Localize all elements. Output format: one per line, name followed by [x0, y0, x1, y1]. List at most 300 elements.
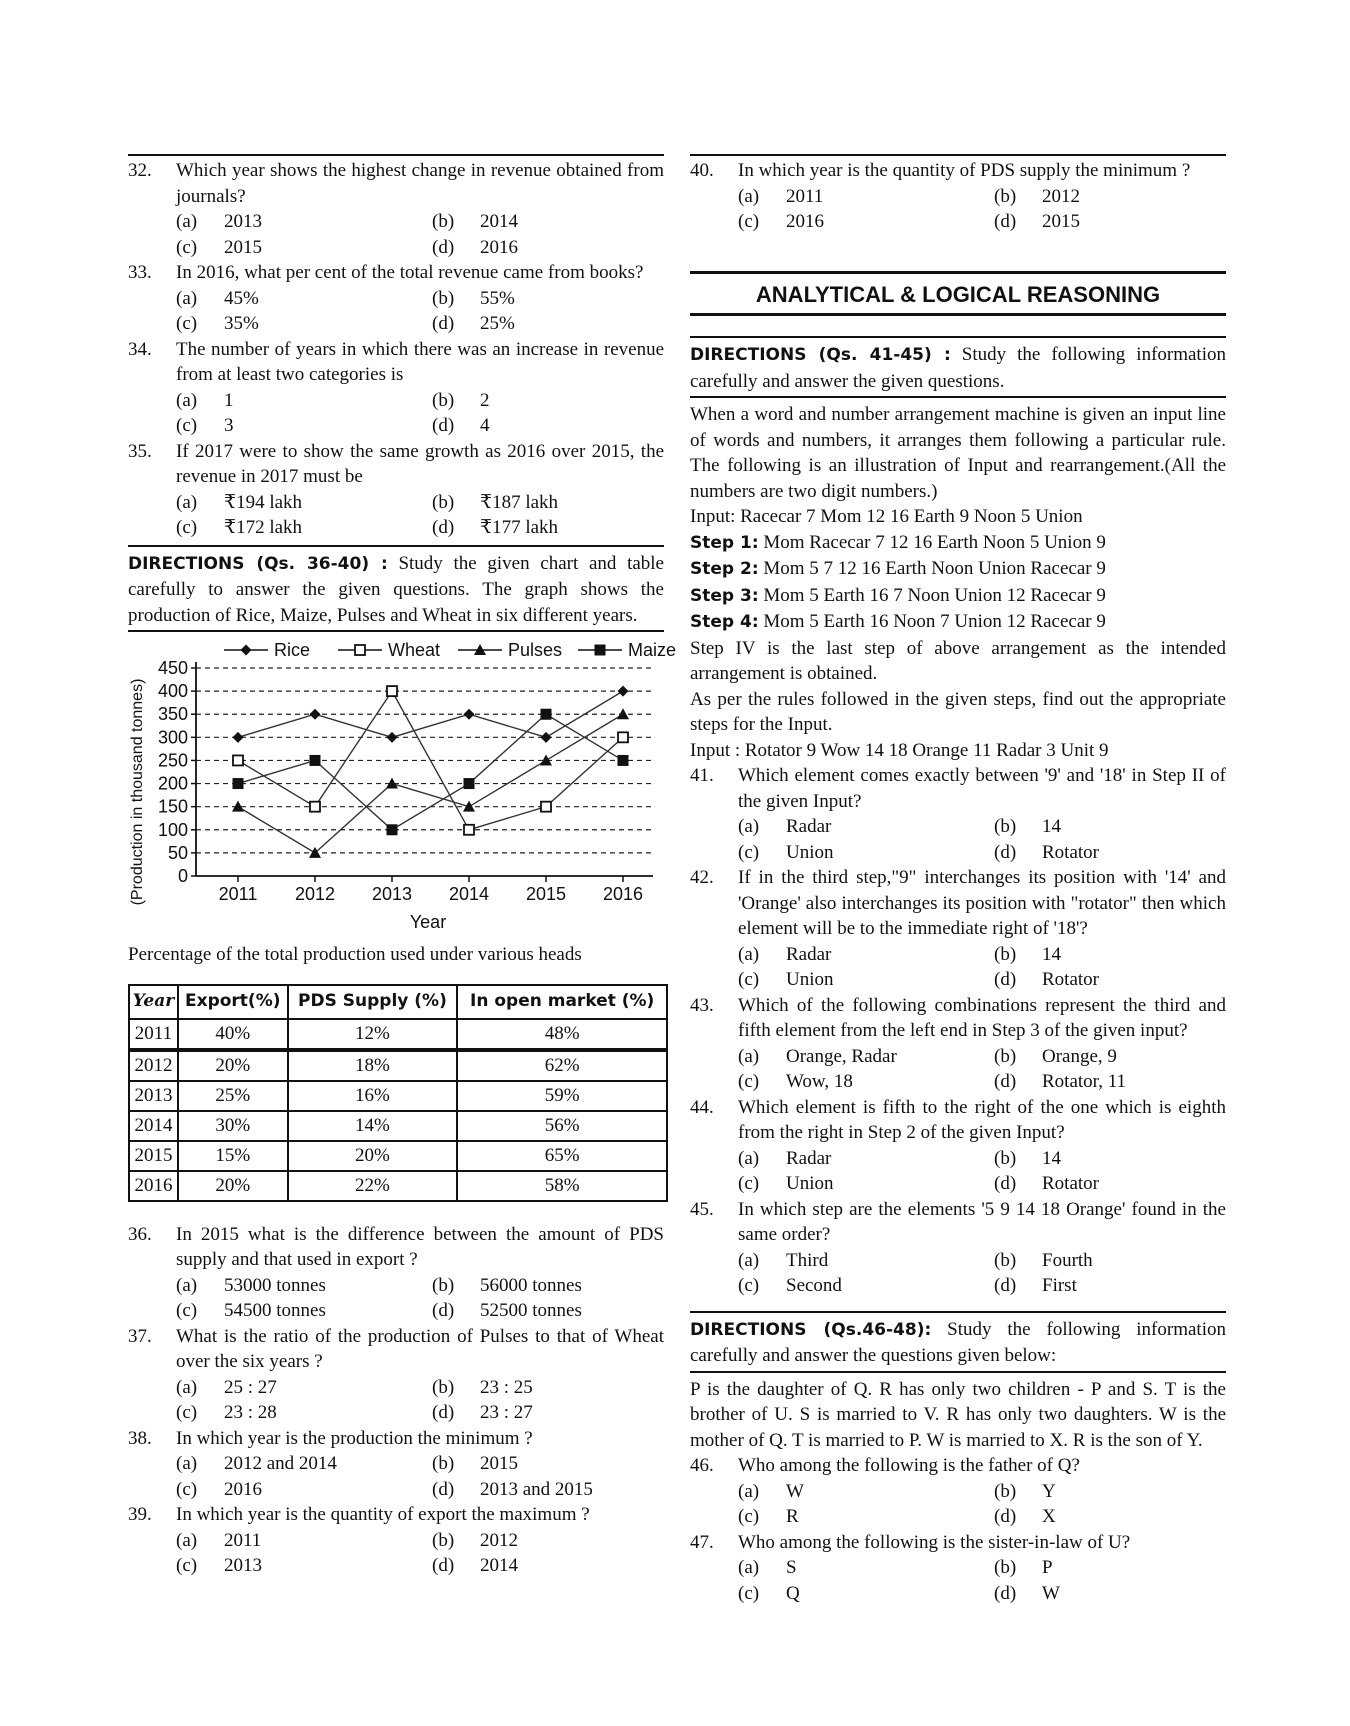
question-43 [690, 993, 1226, 1044]
option-text: W [1042, 1582, 1060, 1604]
option-letter: (a) [738, 1045, 760, 1067]
option-list [176, 1528, 664, 1579]
pulses-data-point [617, 708, 629, 719]
option-letter: (b) [432, 1274, 455, 1296]
rice-legend-label: Rice [274, 640, 311, 660]
option-letter: (c) [176, 313, 198, 334]
table-row [129, 1050, 667, 1081]
answer-option[interactable] [738, 967, 994, 993]
option-letter: (c) [176, 415, 198, 436]
question-text: Who among the following is the sister-in-law of U? [738, 1531, 1131, 1553]
answer-option[interactable] [432, 413, 664, 439]
y-tick-label: 300 [157, 727, 188, 748]
answer-option[interactable] [176, 1400, 432, 1426]
table-header-row [129, 985, 667, 1019]
option-text: 56000 tonnes [480, 1274, 582, 1296]
option-letter: (a) [176, 1529, 198, 1551]
y-tick-label: 100 [157, 819, 188, 840]
step-text: Mom Racecar 7 12 16 Earth Noon 5 Union 9 [758, 531, 1106, 553]
question-42 [690, 865, 1226, 942]
option-text: 2015 [224, 236, 262, 258]
option-letter: (a) [738, 1249, 760, 1271]
machine-rule: As per the rules followed in the given steps, find out the appropriate steps for the Input. [690, 688, 1226, 735]
question-39 [128, 1502, 664, 1528]
answer-option[interactable] [994, 209, 1226, 235]
option-text: 1 [224, 389, 234, 411]
answer-option[interactable] [432, 1477, 664, 1503]
option-letter: (a) [738, 185, 760, 207]
question-36 [128, 1222, 664, 1273]
question-text: The number of years in which there was an increase in revenue from at least two categories is [176, 338, 664, 385]
option-letter: (c) [738, 1071, 760, 1092]
question-number: 35. [128, 440, 152, 462]
answer-option[interactable] [176, 388, 432, 414]
answer-option[interactable] [994, 1171, 1226, 1197]
option-text: Wow, 18 [786, 1071, 853, 1092]
wheat-data-point [310, 802, 320, 812]
option-text: 14 [1042, 816, 1061, 837]
table-header-cell: Year [129, 985, 178, 1019]
option-text: Second [786, 1275, 842, 1296]
answer-option[interactable] [738, 1581, 994, 1607]
answer-option[interactable] [176, 515, 432, 541]
machine-step-1 [690, 530, 1226, 557]
question-group-36-39 [128, 1222, 664, 1579]
wheat-data-point [233, 755, 243, 765]
question-text: In 2016, what per cent of the total revenue came from books? [176, 262, 644, 283]
answer-option[interactable] [176, 235, 432, 261]
answer-option[interactable] [994, 1581, 1226, 1607]
answer-option[interactable] [432, 1553, 664, 1579]
option-list [176, 490, 664, 541]
option-text: Rotator [1042, 969, 1099, 990]
question-text: Which element comes exactly between '9' and '18' in Step II of the given Input? [738, 765, 1226, 812]
option-list [738, 1479, 1226, 1530]
answer-option[interactable] [432, 490, 664, 516]
answer-option[interactable] [432, 1400, 664, 1426]
maize-data-point [310, 755, 321, 766]
right-column [690, 158, 1226, 1606]
option-letter: (a) [176, 1376, 198, 1398]
question-number: 47. [690, 1531, 714, 1553]
option-text: Rotator, 11 [1042, 1071, 1127, 1092]
question-number: 45. [690, 1198, 714, 1220]
y-tick-label: 450 [157, 658, 188, 678]
table-cell: 15% [178, 1141, 288, 1171]
question-text: If 2017 were to show the same growth as 2016 over 2015, the revenue in 2017 must be [176, 440, 664, 487]
table-cell: 30% [178, 1111, 288, 1141]
answer-option[interactable] [738, 209, 994, 235]
rice-data-point [541, 732, 552, 743]
directions-label: DIRECTIONS (Qs. 41-45) : [690, 345, 951, 365]
option-letter: (c) [738, 1173, 760, 1194]
answer-option[interactable] [994, 942, 1226, 968]
maize-data-point [541, 709, 552, 720]
option-text: 52500 tonnes [480, 1300, 582, 1321]
step-label: Step 4: [690, 612, 759, 632]
wheat-data-point [464, 825, 474, 835]
option-letter: (a) [738, 1557, 760, 1578]
x-tick-label: 2015 [525, 884, 567, 904]
rice-data-point [387, 732, 398, 743]
option-list [738, 942, 1226, 993]
answer-option[interactable] [176, 1375, 432, 1401]
question-33 [128, 260, 664, 286]
option-letter: (d) [994, 969, 1017, 990]
answer-option[interactable] [994, 1504, 1226, 1530]
answer-option[interactable] [432, 1451, 664, 1477]
option-text: 4 [480, 415, 490, 436]
wheat-data-point [541, 802, 551, 812]
option-text: Third [786, 1249, 829, 1271]
option-letter: (b) [994, 1045, 1017, 1067]
answer-option[interactable] [176, 209, 432, 235]
option-letter: (c) [738, 211, 760, 232]
answer-option[interactable] [994, 1069, 1226, 1095]
machine-intro: When a word and number arrangement machine is given an input line of words and numbers, it arranges them following a particular rule. The following is an illustration of Input and rearrangement.(All the numbers are two digit numbers.) [690, 404, 1226, 502]
question-number: 32. [128, 160, 152, 181]
option-text: Q [786, 1582, 800, 1604]
option-text: 2011 [786, 185, 824, 207]
maize-series-line [238, 714, 623, 830]
option-letter: (b) [432, 211, 455, 232]
question-number: 33. [128, 262, 152, 283]
maize-data-point [233, 778, 244, 789]
table-cell: 22% [288, 1171, 458, 1201]
step-label: Step 3: [690, 585, 759, 606]
option-text: 2015 [1042, 211, 1080, 232]
y-tick-label: 250 [157, 750, 188, 771]
directions-text: Study the given chart and table carefully to answer the given questions. The graph shows the production of Rice, Maize, Pulses and Wheat in six different years. [128, 552, 664, 626]
table-cell: 62% [457, 1050, 667, 1081]
option-letter: (b) [994, 816, 1017, 837]
answer-option[interactable] [176, 1528, 432, 1554]
option-text: Union [786, 841, 834, 863]
question-text: In which year is the quantity of export the maximum ? [176, 1504, 590, 1525]
option-letter: (d) [432, 1402, 455, 1423]
option-letter: (b) [994, 1249, 1017, 1271]
question-number: 38. [128, 1427, 152, 1449]
answer-option[interactable] [738, 1273, 994, 1299]
answer-option[interactable] [176, 311, 432, 337]
answer-option[interactable] [432, 286, 664, 312]
option-letter: (c) [176, 1300, 198, 1321]
option-text: 2011 [224, 1529, 262, 1551]
answer-option[interactable] [432, 388, 664, 414]
option-text: 35% [224, 313, 259, 334]
option-text: 2012 [1042, 185, 1080, 207]
table-cell: 2015 [129, 1141, 178, 1171]
table-cell: 65% [457, 1141, 667, 1171]
answer-option[interactable] [738, 1044, 994, 1070]
answer-option[interactable] [432, 311, 664, 337]
option-text: Union [786, 969, 834, 990]
answer-option[interactable] [738, 1248, 994, 1274]
option-text: Rotator [1042, 1173, 1099, 1194]
x-tick-label: 2011 [218, 884, 258, 904]
answer-option[interactable] [176, 1298, 432, 1324]
option-text: 23 : 27 [480, 1402, 533, 1423]
table-row [129, 1141, 667, 1171]
option-text: Y [1042, 1480, 1056, 1502]
rice-legend-marker [241, 645, 252, 656]
option-letter: (b) [994, 1557, 1017, 1578]
option-text: 2016 [224, 1478, 262, 1500]
y-tick-label: 150 [157, 796, 188, 817]
question-number: 34. [128, 338, 152, 360]
y-tick-label: 350 [157, 704, 188, 725]
option-list [176, 1451, 664, 1502]
answer-option[interactable] [738, 1479, 994, 1505]
option-letter: (a) [176, 389, 198, 411]
machine-note: Step IV is the last step of above arrangement as the intended arrangement is obtained. [690, 637, 1226, 684]
answer-option[interactable] [432, 1273, 664, 1299]
option-text: 2012 [480, 1529, 518, 1551]
answer-option[interactable] [994, 1146, 1226, 1172]
option-letter: (b) [432, 287, 455, 309]
answer-option[interactable] [994, 1273, 1226, 1299]
answer-option[interactable] [176, 1553, 432, 1579]
y-tick-label: 200 [157, 773, 188, 794]
option-letter: (a) [176, 1453, 198, 1474]
machine-steps [690, 530, 1226, 636]
answer-option[interactable] [994, 1479, 1226, 1505]
table-cell: 59% [457, 1081, 667, 1111]
directions-text: Study the following information carefully and answer the questions given below: [690, 1318, 1226, 1366]
answer-option[interactable] [994, 967, 1226, 993]
question-41 [690, 763, 1226, 814]
question-number: 37. [128, 1325, 152, 1347]
maize-legend-label: Maize [628, 640, 677, 660]
option-text: ₹177 lakh [480, 517, 559, 538]
answer-option[interactable] [432, 1528, 664, 1554]
step-text: Mom 5 7 12 16 Earth Noon Union Racecar 9 [758, 558, 1106, 579]
answer-option[interactable] [176, 286, 432, 312]
rice-data-point [618, 686, 629, 697]
question-38 [128, 1426, 664, 1452]
table-cell: 12% [288, 1019, 458, 1050]
table-cell: 56% [457, 1111, 667, 1141]
option-letter: (c) [738, 841, 760, 863]
wheat-data-point [618, 732, 628, 742]
option-text: ₹172 lakh [224, 517, 303, 538]
option-letter: (b) [432, 491, 455, 513]
rice-data-point [310, 709, 321, 720]
option-text: 23 : 28 [224, 1402, 277, 1423]
option-letter: (d) [432, 1478, 455, 1500]
answer-option[interactable] [994, 1044, 1226, 1070]
table-cell: 25% [178, 1081, 288, 1111]
option-text: 2014 [480, 211, 518, 232]
answer-option[interactable] [176, 490, 432, 516]
option-text: 25 : 27 [224, 1376, 277, 1398]
option-letter: (d) [994, 1275, 1017, 1296]
answer-option[interactable] [432, 1298, 664, 1324]
question-text: Who among the following is the father of Q? [738, 1455, 1080, 1476]
answer-option[interactable] [738, 1555, 994, 1581]
option-text: S [786, 1557, 797, 1578]
option-list [738, 1044, 1226, 1095]
table-cell: 48% [457, 1019, 667, 1050]
answer-option[interactable] [738, 942, 994, 968]
option-letter: (a) [738, 816, 760, 837]
wheat-legend-label: Wheat [388, 640, 441, 660]
table-cell: 2013 [129, 1081, 178, 1111]
option-letter: (a) [738, 943, 760, 965]
answer-option[interactable] [176, 1273, 432, 1299]
option-letter: (a) [176, 211, 198, 232]
option-text: 2014 [480, 1555, 518, 1576]
maize-data-point [618, 755, 629, 766]
question-number: 42. [690, 867, 714, 888]
option-letter: (b) [432, 389, 455, 411]
option-text: Orange, Radar [786, 1045, 897, 1067]
option-letter: (d) [994, 841, 1017, 863]
option-text: 2012 and 2014 [224, 1453, 337, 1474]
answer-option[interactable] [994, 1555, 1226, 1581]
answer-option[interactable] [738, 814, 994, 840]
option-letter: (a) [738, 1147, 760, 1169]
answer-option[interactable] [738, 840, 994, 866]
step-label: Step 1: [690, 532, 759, 553]
option-text: 2013 [224, 1555, 262, 1576]
question-44 [690, 1095, 1226, 1146]
answer-option[interactable] [994, 1248, 1226, 1274]
option-text: Radar [786, 1147, 832, 1169]
table-cell: 20% [178, 1050, 288, 1081]
option-letter: (b) [994, 185, 1017, 207]
answer-option[interactable] [994, 814, 1226, 840]
answer-option[interactable] [738, 1171, 994, 1197]
question-34 [128, 337, 664, 388]
rice-data-point [233, 732, 244, 743]
answer-option[interactable] [738, 1504, 994, 1530]
answer-option[interactable] [432, 1375, 664, 1401]
question-group-32-35 [128, 158, 664, 541]
option-letter: (c) [176, 1478, 198, 1500]
question-text: Which of the following combinations represent the third and fifth element from the left end in Step 3 of the given input? [738, 994, 1226, 1041]
y-tick-label: 50 [167, 842, 188, 863]
option-letter: (d) [994, 1071, 1017, 1092]
table-header-cell: In open market (%) [457, 985, 667, 1019]
maize-data-point [464, 778, 475, 789]
x-tick-label: 2013 [371, 884, 413, 904]
option-text: 2 [480, 389, 490, 411]
rice-data-point [464, 709, 475, 720]
option-text: P [1042, 1557, 1053, 1578]
table-cell: 2011 [129, 1019, 178, 1050]
option-letter: (c) [738, 1582, 760, 1604]
option-text: Radar [786, 943, 832, 965]
machine-step-3 [690, 583, 1226, 610]
usage-table [128, 984, 668, 1202]
table-body [129, 1019, 667, 1201]
table-cell: 2016 [129, 1171, 178, 1201]
option-letter: (d) [432, 1300, 455, 1321]
table-row [129, 1019, 667, 1050]
top-rule-left [128, 154, 664, 156]
option-text: 3 [224, 415, 234, 436]
option-letter: (c) [738, 969, 760, 990]
table-cell: 20% [178, 1171, 288, 1201]
step-text: Mom 5 Earth 16 7 Noon Union 12 Racecar 9 [758, 584, 1106, 606]
answer-option[interactable] [994, 840, 1226, 866]
option-letter: (c) [176, 1402, 198, 1423]
section-title: ANALYTICAL & LOGICAL REASONING [690, 271, 1226, 317]
question-number: 46. [690, 1455, 714, 1476]
option-letter: (a) [176, 287, 198, 309]
directions-46-48 [690, 1311, 1226, 1373]
option-list [176, 286, 664, 337]
question-35 [128, 439, 664, 490]
option-text: Union [786, 1173, 834, 1194]
question-text: What is the ratio of the production of Pulses to that of Wheat over the six years ? [176, 1325, 664, 1372]
question-text: In 2015 what is the difference between the amount of PDS supply and that used in export ? [176, 1223, 664, 1270]
question-number: 39. [128, 1504, 152, 1525]
option-text: 55% [480, 287, 515, 309]
question-47 [690, 1530, 1226, 1556]
x-tick-label: 2016 [602, 884, 644, 904]
option-letter: (a) [176, 491, 198, 513]
option-text: 2013 and 2015 [480, 1478, 593, 1500]
maize-data-point [387, 824, 398, 835]
directions-label: DIRECTIONS (Qs. 36-40) : [128, 553, 388, 574]
x-tick-label: 2012 [294, 884, 336, 904]
machine-step-2 [690, 556, 1226, 583]
option-text: 2016 [786, 211, 824, 232]
maize-legend-marker [595, 645, 606, 656]
answer-option[interactable] [176, 413, 432, 439]
answer-option[interactable] [738, 1069, 994, 1095]
answer-option[interactable] [176, 1477, 432, 1503]
answer-option[interactable] [176, 1451, 432, 1477]
x-axis-label: Year [409, 912, 447, 932]
question-40 [690, 158, 1226, 184]
table-row [129, 1081, 667, 1111]
step-text: Mom 5 Earth 16 Noon 7 Union 12 Racecar 9 [758, 611, 1106, 632]
answer-option[interactable] [432, 235, 664, 261]
answer-option[interactable] [432, 209, 664, 235]
table-row [129, 1171, 667, 1201]
answer-option[interactable] [738, 184, 994, 210]
option-list [176, 388, 664, 439]
table-cell: 16% [288, 1081, 458, 1111]
question-text: In which year is the quantity of PDS supply the minimum ? [738, 160, 1191, 181]
y-axis-label: (Production in thousand tonnes) [129, 678, 146, 906]
question-32 [128, 158, 664, 209]
table-cell: 2012 [129, 1050, 178, 1081]
question-45 [690, 1197, 1226, 1248]
answer-option[interactable] [738, 1146, 994, 1172]
x-tick-label: 2014 [448, 884, 490, 904]
question-number: 41. [690, 765, 714, 786]
option-text: ₹194 lakh [224, 491, 303, 513]
question-number: 44. [690, 1096, 714, 1118]
question-number: 40. [690, 160, 714, 181]
family-text: P is the daughter of Q. R has only two children - P and S. T is the brother of U. S is married to V. R has only two daughters. W is the mother of Q. T is married to P. W is married to X. R is the son of Y. [690, 1378, 1226, 1451]
option-text: Fourth [1042, 1249, 1093, 1271]
pulses-data-point [463, 801, 475, 812]
table-caption: Percentage of the total production used under various heads [128, 944, 582, 965]
option-letter: (b) [994, 1147, 1017, 1169]
option-letter: (c) [176, 236, 198, 258]
option-list [738, 814, 1226, 865]
answer-option[interactable] [432, 515, 664, 541]
option-letter: (d) [994, 211, 1017, 232]
answer-option[interactable] [994, 184, 1226, 210]
table-cell: 58% [457, 1171, 667, 1201]
option-text: 25% [480, 313, 515, 334]
